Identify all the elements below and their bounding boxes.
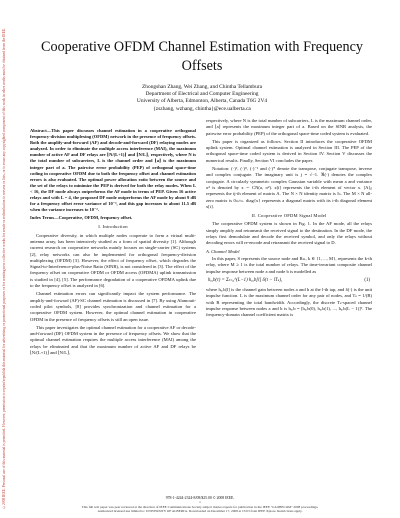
copyright-side-note: ©2008 IEEE. Personal use of this material is permitted. However, permission to reprint/republish this material for advertising or promotional purposes or for creating new collective works for resale or redistribution to servers or lists, or to reuse any copyrighted component of this work in other works must be obtained from the IEEE. bbox=[2, 28, 6, 509]
page-footer bbox=[20, 496, 380, 513]
author-emails: {zszhang, wzhang, chintha}@ece.ualberta.ca bbox=[153, 105, 251, 112]
section-heading-introduction: I. Introduction bbox=[98, 224, 128, 230]
intro-continuation: respectively, where N is the total number of subcarriers, L is the maximum channel order, and ⌊a⌋ represents the maximum integer part of a. Based on the SINR analysis, the pairwise error probability (PEP) of the orthogonal space-time coded system is evaluated. bbox=[206, 118, 372, 136]
author-block bbox=[30, 84, 374, 113]
channel-paragraph: In this paper, S represents the source node and Rₘ, k ∈ {1, ..., M}, represents the k-th relay, where M ≥ 1 is the total number of relays. The time-invariant composite channel impulse response between node a and node b is modelled as bbox=[206, 255, 372, 274]
model-paragraph: The cooperative OFDM system is shown in Fig. 1. In the AF mode, all the relays simply amplify and retransmit the received signal to the destination. In the DF mode, the relays first demodulate and decode the received symbol, and only the relays without decoding errors will re-encode and retransmit the received signal to D. bbox=[206, 221, 372, 246]
left-column bbox=[30, 128, 196, 358]
author-names: Zhongshan Zhang, Wei Zhang, and Chintha Tellambura bbox=[142, 84, 262, 90]
equation-1 bbox=[206, 278, 372, 284]
footer-isbn: 978-1-4244-2324-8/08/$25.00 © 2008 IEEE. bbox=[165, 496, 235, 500]
section-heading-signal-model: II. Cooperative OFDM Signal Model bbox=[251, 213, 327, 219]
index-terms: Index Terms—Cooperative, OFDM, frequency offset. bbox=[30, 215, 133, 221]
after-equation-paragraph: where hₐ,b[l] is the channel gain between nodes a and b at the l-th tap, and δ(·) is the unit impulse function. L is the maximum channel order for any pair of nodes, and Tₛ = 1/(B) with B representing the total bandwidth. Accordingly, the discrete Tₛ-spaced channel impulse response between nodes a and b is hₐ,b = [hₐ,b(0), hₐ,b(1), ..., hₐ,b(L − 1)]ᵀ. The frequency-domain channel coefficient matrix is bbox=[206, 287, 372, 318]
footer-license-note: Authorized licensed use limited to: UNIVERSITY OF ALBERTA. Downloaded on December 17, 2008 at 15:03 from IEEE Xplore. Restrictions apply. bbox=[97, 508, 303, 513]
intro-paragraph: This paper investigates the optimal channel estimation for a cooperative AF or decode-and-forward (DF) OFDM system in the presence of frequency offsets. We show that the optimal channel estimation requires the multiple access interference (MAI) among the relays be eliminated and that the maximum number of active AF and DF relays be ⌊N/(L+1)⌋ and ⌊N/L⌋, bbox=[30, 324, 196, 356]
author-university: University of Alberta, Edmonton, Alberta, Canada T6G 2V4 bbox=[136, 98, 268, 105]
author-department: Department of Electrical and Computer Engineering bbox=[145, 91, 259, 98]
footer-page-number: 1 bbox=[199, 500, 201, 505]
abstract bbox=[30, 128, 196, 221]
intro-paragraph: Cooperative diversity, in which multiple nodes cooperate to form a virtual multi-antenna array, has been intensively studied as a form of spatial diversity [1]. Although current research on cooperative networks mainly focuses on single-carrier (SC) systems [2], relay networks can also be implemented for orthogonal frequency-division multiplexing (OFDM) [3]. However, the effect of frequency offset, which degrades the Signal-to-Interference-plus-Noise Ratio (SINR), is not considered in [3]. The effect of the frequency offset on cooperative OFDM or OFDM access (OFDMA) uplink transmission is studied in [4], [5]. The performance degradation of a cooperative OFDMA uplink due to the frequency offset is analyzed in [6]. bbox=[30, 232, 196, 289]
footer-review-note: This full text paper was peer reviewed at the direction of IEEE Communications Society subject matter experts for publication in the IEEE "GLOBECOM" 2008 proceedings. bbox=[81, 504, 319, 509]
intro-paragraph: Channel estimation errors can significantly impact the system performance. The amplify-and-forward (AF)-SC channel estimation is discussed in [7]. By using Alamouti-coded pilot symbols, [8] provides synchronization and channel estimation for a cooperative OFDM system. However, the optimal channel estimation in cooperative OFDM in the presence of frequency offsets is still an open issue. bbox=[30, 291, 196, 322]
right-column bbox=[206, 118, 372, 321]
organization-paragraph: This paper is organized as follows. Section II introduces the cooperative OFDM uplink system. Optimal channel estimation is analyzed in Section III. The PEP of the orthogonal space-time coded system is derived in Section IV. Section V discusses the numerical results. Finally, Section VI concludes the paper. bbox=[206, 138, 372, 163]
equation-number: (1) bbox=[364, 277, 370, 283]
equation-body: hₐ,b(τ) = Σₗ₌₀^(L−1) hₐ,b[l] δ(τ − lTₛ), bbox=[208, 277, 283, 283]
notation-paragraph: Notation: (·)ᵀ, (·)ᴴ, (·)⁻¹ and (·)* denote the transpose, conjugate transpose, inverse and complex conjugate. The imaginary unit is j = √−1. ℜ(·) denotes the complex conjugate. A circularly symmetric complex Gaussian variable with mean a and variance σ² is denoted by z ∼ CN(a, σ²). x[i] represents the i-th element of vector x. [A]ᵢⱼ represents the ij-th element of matrix A. The N × N identity matrix is Iₙ. The M × N all-zero matrix is 0ₘ×ₙ. diag{x} represents a diagonal matrix with its i-th diagonal element x[i]. bbox=[206, 166, 372, 209]
subsection-heading-channel-model: A. Channel Model bbox=[206, 248, 240, 254]
paper-title: Cooperative OFDM Channel Estimation with Frequency Offsets bbox=[41, 39, 363, 74]
abstract-text: Abstract—This paper discusses channel estimation in a cooperative orthogonal frequency-division multiplexing (OFDM) network in the presence of frequency offsets. Both the amplify-and-forward (AF) and decode-and-forward (DF) relaying modes are analyzed. In order to eliminate the multiple access interference (MAI), the maximum number of active AF and DF relays are ⌊N/(L+1)⌋ and ⌊N/L⌋, respectively, where N is the total number of subcarriers, L is the channel order and ⌊a⌋ is the maximum integer part of a. The pairwise error probability (PEP) of orthogonal space-time coding in cooperative OFDM due to both the frequency offset and channel estimation errors is also evaluated. The optimal power allocation ratio between the source and the set of the relays to minimize the PEP is derived for both the relay modes. When L < 16, the DF mode always outperforms the AF mode in terms of PEP. Given 16 active relays and with L = 4, the proposed DF mode outperforms the AF mode by about 9 dB for a frequency offset error variance of 10⁻³, and this gap increases to about 11.5 dB when the variance increases to 10⁻². bbox=[30, 128, 196, 213]
